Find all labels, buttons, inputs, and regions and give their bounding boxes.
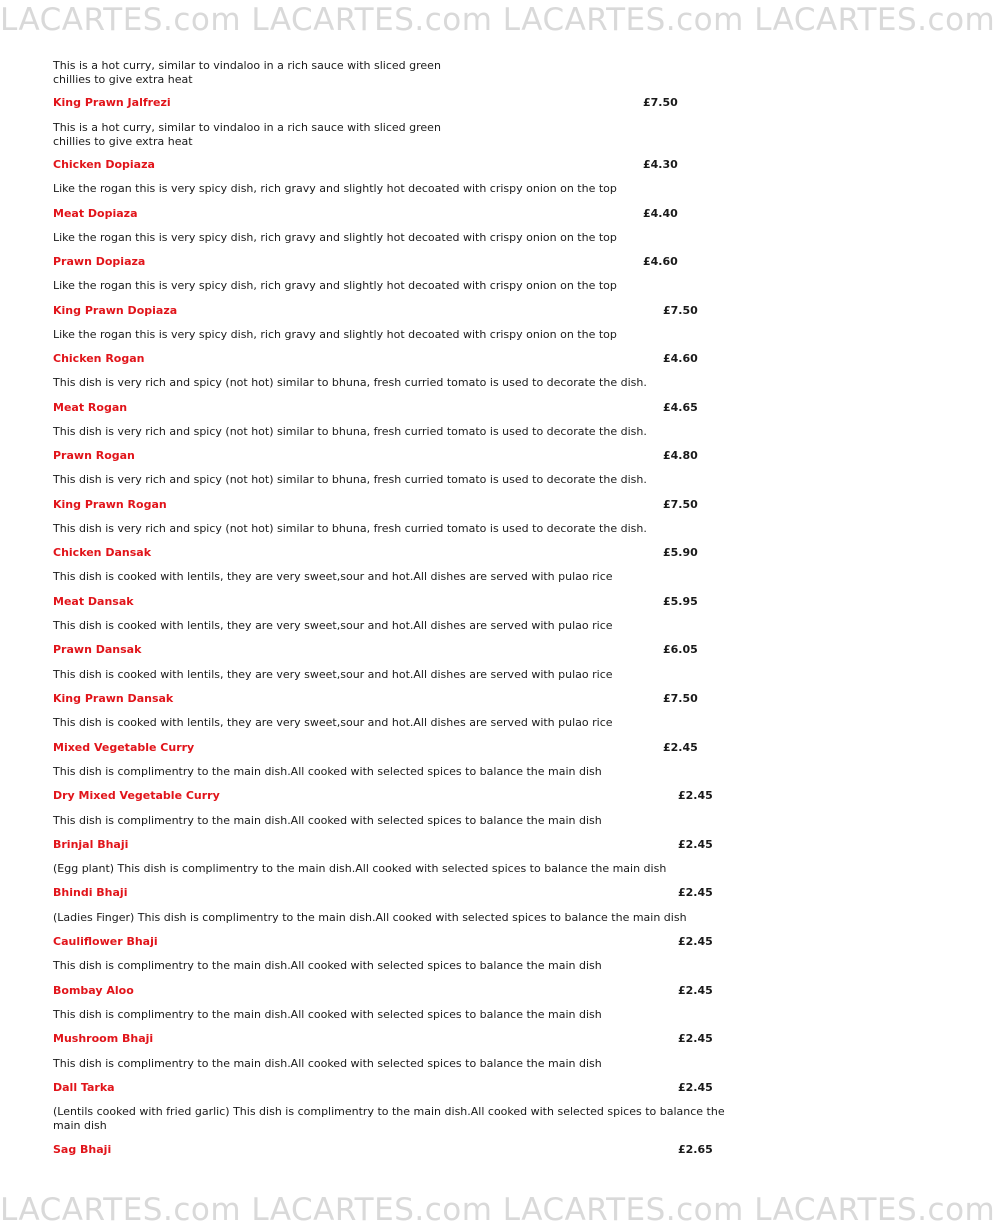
menu-item-name: King Prawn Dopiaza [53, 304, 178, 317]
menu-item-price: £2.45 [678, 984, 713, 997]
menu-item-price: £2.45 [663, 741, 698, 754]
menu-item-name: Mixed Vegetable Curry [53, 741, 195, 754]
menu-item-price: £7.50 [663, 304, 698, 317]
menu-item-description: This dish is cooked with lentils, they are very sweet,sour and hot.All dishes are served with pulao rice [53, 570, 613, 583]
menu-item-price: £2.45 [678, 1081, 713, 1094]
menu-item-name: Bombay Aloo [53, 984, 134, 997]
menu-item-name: Chicken Rogan [53, 352, 145, 365]
menu-item-description: This dish is complimentry to the main dish.All cooked with selected spices to balance the main dish [53, 1008, 602, 1021]
menu-item-name: Dry Mixed Vegetable Curry [53, 789, 220, 802]
menu-item-description: This dish is complimentry to the main dish.All cooked with selected spices to balance the main dish [53, 959, 602, 972]
menu-item-description: This dish is complimentry to the main dish.All cooked with selected spices to balance the main dish [53, 765, 602, 778]
menu-item-price: £2.45 [678, 838, 713, 851]
menu-item-name: Bhindi Bhaji [53, 886, 128, 899]
menu-item-price: £2.45 [678, 789, 713, 802]
menu-item-price: £4.65 [663, 401, 698, 414]
menu-item-price: £6.05 [663, 643, 698, 656]
menu-item-description: Like the rogan this is very spicy dish, rich gravy and slightly hot decoated with crispy onion on the top [53, 279, 617, 292]
menu-item-price: £4.60 [663, 352, 698, 365]
menu-item-price: £7.50 [663, 498, 698, 511]
watermark-bottom: LACARTES.com LACARTES.com LACARTES.com LACARTES.com [0, 1192, 995, 1228]
menu-item-name: Brinjal Bhaji [53, 838, 129, 851]
menu-item-description: Like the rogan this is very spicy dish, rich gravy and slightly hot decoated with crispy onion on the top [53, 231, 617, 244]
menu-item-description: This dish is very rich and spicy (not hot) similar to bhuna, fresh curried tomato is used to decorate the dish. [53, 473, 647, 486]
menu-item-description: This is a hot curry, similar to vindaloo in a rich sauce with sliced green chillies to give extra heat [53, 121, 441, 148]
menu-item-price: £2.45 [678, 935, 713, 948]
menu-item-description: This dish is cooked with lentils, they are very sweet,sour and hot.All dishes are served with pulao rice [53, 716, 613, 729]
menu-item-name: King Prawn Dansak [53, 692, 174, 705]
menu-item-name: Cauliflower Bhaji [53, 935, 158, 948]
menu-item-description: (Egg plant) This dish is complimentry to the main dish.All cooked with selected spices to balance the main dish [53, 862, 667, 875]
menu-item-name: Mushroom Bhaji [53, 1032, 154, 1045]
menu-item-description: Like the rogan this is very spicy dish, rich gravy and slightly hot decoated with crispy onion on the top [53, 182, 617, 195]
menu-item-price: £2.65 [678, 1143, 713, 1156]
menu-item-name: Prawn Rogan [53, 449, 135, 462]
menu-item-price: £4.60 [643, 255, 678, 268]
menu-item-price: £5.95 [663, 595, 698, 608]
menu-item-name: Sag Bhaji [53, 1143, 112, 1156]
menu-item-name: Prawn Dopiaza [53, 255, 146, 268]
menu-item-price: £4.80 [663, 449, 698, 462]
menu-item-price: £5.90 [663, 546, 698, 559]
menu-item-description: This dish is cooked with lentils, they are very sweet,sour and hot.All dishes are served with pulao rice [53, 619, 613, 632]
menu-item-price: £7.50 [663, 692, 698, 705]
menu-item-price: £2.45 [678, 886, 713, 899]
menu-item-name: Chicken Dopiaza [53, 158, 155, 171]
intro-description: This is a hot curry, similar to vindaloo in a rich sauce with sliced green chillies to give extra heat [53, 59, 441, 86]
menu-item-description: This dish is very rich and spicy (not hot) similar to bhuna, fresh curried tomato is used to decorate the dish. [53, 376, 647, 389]
menu-item-description: This dish is complimentry to the main dish.All cooked with selected spices to balance the main dish [53, 1057, 602, 1070]
menu-item-description: This dish is cooked with lentils, they are very sweet,sour and hot.All dishes are served with pulao rice [53, 668, 613, 681]
menu-item-name: Meat Rogan [53, 401, 128, 414]
menu-item-name: King Prawn Rogan [53, 498, 167, 511]
menu-item-price: £2.45 [678, 1032, 713, 1045]
menu-item-price: £7.50 [643, 96, 678, 109]
menu-item-name: Meat Dopiaza [53, 207, 138, 220]
menu-item-price: £4.40 [643, 207, 678, 220]
menu-item-description: (Lentils cooked with fried garlic) This dish is complimentry to the main dish.All cooked with selected spices to balance the main dish [53, 1105, 725, 1132]
watermark-top: LACARTES.com LACARTES.com LACARTES.com LACARTES.com [0, 2, 995, 38]
menu-item-name: Dall Tarka [53, 1081, 115, 1094]
menu-item-name: Prawn Dansak [53, 643, 142, 656]
menu-item-description: This dish is very rich and spicy (not hot) similar to bhuna, fresh curried tomato is used to decorate the dish. [53, 522, 647, 535]
menu-item-description: (Ladies Finger) This dish is complimentry to the main dish.All cooked with selected spices to balance the main dish [53, 911, 687, 924]
menu-item-name: King Prawn Jalfrezi [53, 96, 171, 109]
menu-item-description: Like the rogan this is very spicy dish, rich gravy and slightly hot decoated with crispy onion on the top [53, 328, 617, 341]
menu-item-description: This dish is very rich and spicy (not hot) similar to bhuna, fresh curried tomato is used to decorate the dish. [53, 425, 647, 438]
menu-item-description: This dish is complimentry to the main dish.All cooked with selected spices to balance the main dish [53, 814, 602, 827]
menu-item-price: £4.30 [643, 158, 678, 171]
menu-item-name: Meat Dansak [53, 595, 134, 608]
menu-item-name: Chicken Dansak [53, 546, 152, 559]
